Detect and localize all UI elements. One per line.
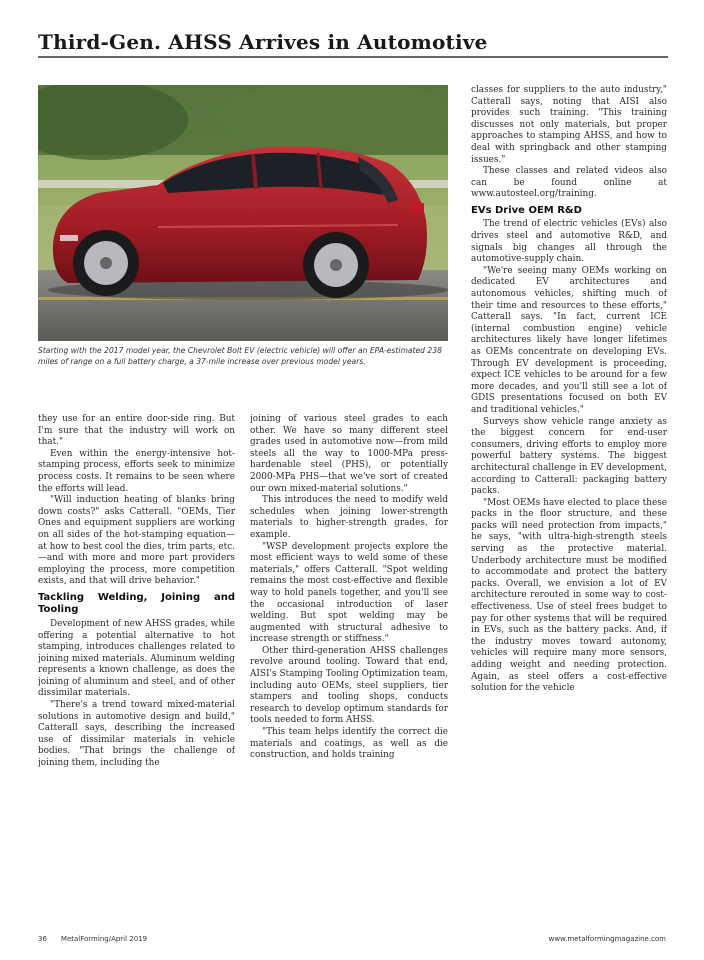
car-photo: [38, 85, 448, 341]
column-1: [38, 414, 235, 924]
paragraph: "Most OEMs have elected to place these packs in the floor structure, and these packs will need protection from impacts," he says, "with ultra-high-strength steels serving as the protective material. Underbody architecture must be modified to accommodate and protect the battery packs. Overall, we envision a lot of EV architecture rerouted in some way to cost-effectiveness. Use of steel frees budget to pay for other systems that will be required in EVs, such as the battery packs. And, if the industry moves toward autonomy, vehicles will require many more sensors, adding weight and needing protection. Again, as steel offers a cost-effective solution for the vehicle: [471, 497, 667, 694]
section-heading-evs: EVs Drive OEM R&D: [471, 204, 582, 216]
paragraph: This introduces the need to modify weld schedules when joining lower-strength materials to higher-strength grades, for example.: [250, 495, 448, 540]
paragraph: "Will induction heating of blanks bring down costs?" asks Catterall. "OEMs, Tier Ones and equipment suppliers are working on all sides of the hot-stamping equation—at how to best cool the dies, trim parts, etc.—and with more and more part providers employing the process, more competition exists, and that will drive behavior.": [38, 495, 235, 587]
paragraph: Surveys show vehicle range anxiety as the biggest concern for end-user consumers, driving efforts to employ more powerful battery systems. The biggest architectural challenge in EV development, according to Catterall: packaging battery packs.: [471, 416, 667, 497]
paragraph: Even within the energy-intensive hot-stamping process, efforts seek to minimize process costs. It remains to be seen where the efforts will lead.: [38, 448, 235, 494]
paragraph: Development of new AHSS grades, while offering a potential alternative to hot stamping, introduces challenges related to joining mixed materials. Aluminum welding represents a known challenge, as does the joining of aluminum and steel, and of other dissimilar materials.: [38, 618, 235, 699]
paragraph: "There's a trend toward mixed-material solutions in automotive design and build," Catterall says, describing the increased use of dissimilar materials in vehicle bodies. "That brings the challenge of joining them, including the: [38, 700, 235, 769]
paragraph: Other third-generation AHSS challenges revolve around tooling. Toward that end, AISI's Stamping Tooling Optimization team, including auto OEMs, steel suppliers, tier stampers and tooling shops, conducts research to develop optimum standards for tools needed to form AHSS.: [250, 645, 448, 726]
page-number: 36: [38, 935, 47, 943]
publication-name: MetalForming/April 2019: [60, 935, 148, 943]
article-title: Third-Gen. AHSS Arrives in Automotive: [38, 30, 488, 54]
column-3: [471, 85, 667, 924]
paragraph: "WSP development projects explore the most efficient ways to weld some of these materials," offers Catterall. "Spot welding remains the most cost-effective and flexible way to hold panels together, and you'll see the occasional introduction of laser welding. But spot welding may be augmented with structural adhesive to increase strength or stiffness.": [250, 541, 448, 645]
paragraph: classes for suppliers to the auto industry," Catterall says, noting that AISI also provides such training. "This training discusses not only materials, but proper approaches to stamping AHSS, and how to deal with springback and other stamping issues.": [471, 85, 667, 165]
footer-left: [38, 935, 161, 943]
title-rule: [38, 56, 668, 58]
paragraph: These classes and related videos also can be found online at www.autosteel.org/training.: [471, 166, 667, 200]
photo-caption: Starting with the 2017 model year, the Chevrolet Bolt EV (electric vehicle) will offer an EPA-estimated 238 miles of range on a full battery charge, a 37-mile increase over previous model years.: [38, 346, 442, 366]
section-heading-welding: Tackling Welding, Joining and Tooling: [38, 591, 235, 616]
paragraph: joining of various steel grades to each other. We have so many different steel grades used in automotive now—from mild steels all the way to 1000-MPa press-hardenable steel (PHS), or potentially 2000-MPa PHS—that we've sort of created our own mixed-material solutions.": [250, 414, 448, 494]
paragraph: "This team helps identify the correct die materials and coatings, as well as die construction, and holds training: [250, 727, 448, 761]
footer-url[interactable]: www.metalformingmagazine.com: [548, 935, 666, 943]
paragraph: "We're seeing many OEMs working on dedicated EV architectures and autonomous vehicles, shifting much of their time and resources to these efforts," Catterall says. "In fact, current ICE (internal combustion engine) vehicle architectures likely have longer lifetimes as OEMs concentrate on developing EVs. Through EV development is proceeding, expect ICE vehicles to be around for a few more decades, and you'll still see a lot of GDIS presentations focused on both EV and traditional vehicles.": [471, 265, 667, 415]
column-2: [250, 414, 448, 924]
paragraph: they use for an entire door-side ring. But I'm sure that the industry will work on that.": [38, 414, 235, 448]
paragraph: The trend of electric vehicles (EVs) also drives steel and automotive R&D, and signals big changes all through the automotive-supply chain.: [471, 219, 667, 265]
